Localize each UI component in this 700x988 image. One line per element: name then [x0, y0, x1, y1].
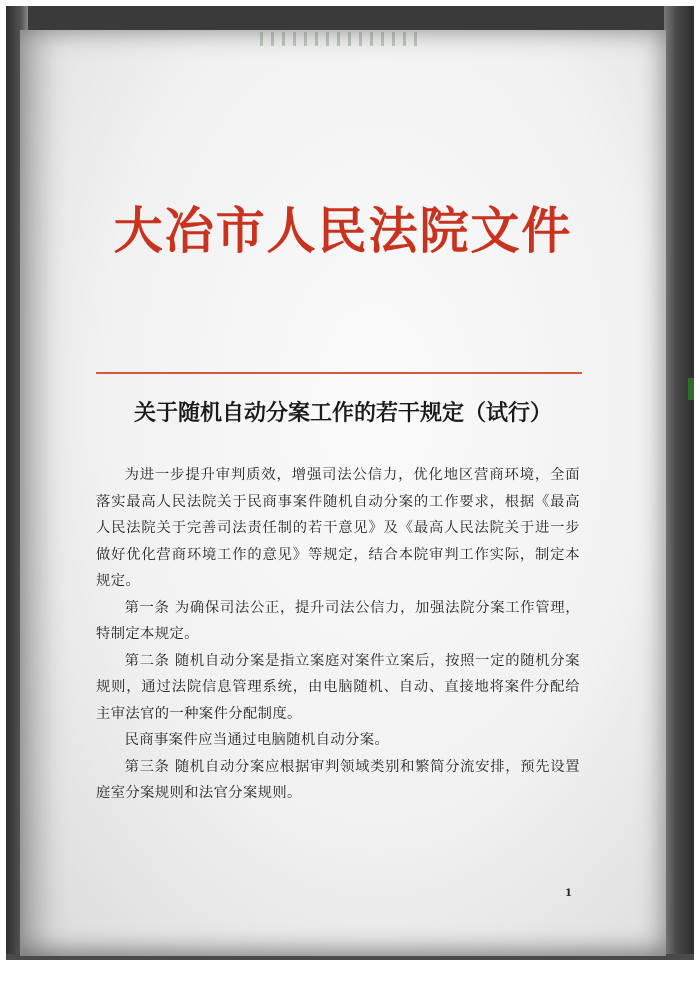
document-header: 大冶市人民法院文件: [113, 201, 573, 260]
article-3: 第三条 随机自动分案应根据审判领域类别和繁简分流安排，预先设置庭室分案规则和法官分案规则。: [96, 758, 580, 801]
article-2: 第二条 随机自动分案是指立案庭对案件立案后，按照一定的随机分案规则，通过法院信息管理系统，由电脑随机、自动、直接地将案件分配给主审法官的一种案件分配制度。: [96, 652, 580, 722]
scan-artifact: [688, 378, 694, 400]
body-paragraph: 民商事案件应当通过电脑随机自动分案。: [124, 732, 390, 748]
scan-frame-right: [664, 6, 694, 956]
body-paragraph: 为进一步提升审判质效，增强司法公信力，优化地区营商环境，全面落实最高人民法院关于民商事案件随机自动分案的工作要求，根据《最高人民法院关于完善司法责任制的若干意见》及《最高人民法院关于进一步做好优化营商环境工作的意见》等规定，结合本院审判工作实际，制定本规定。: [96, 467, 580, 589]
document-body: [96, 462, 580, 807]
header-divider: [96, 372, 582, 374]
article-1: 第一条 为确保司法公正，提升司法公信力，加强法院分案工作管理，特制定本规定。: [96, 599, 580, 642]
document-title: 关于随机自动分案工作的若干规定（试行）: [133, 400, 552, 426]
document-page: [20, 30, 666, 956]
page-number: 1: [565, 888, 572, 899]
ink-bleed-marks: [260, 32, 420, 46]
